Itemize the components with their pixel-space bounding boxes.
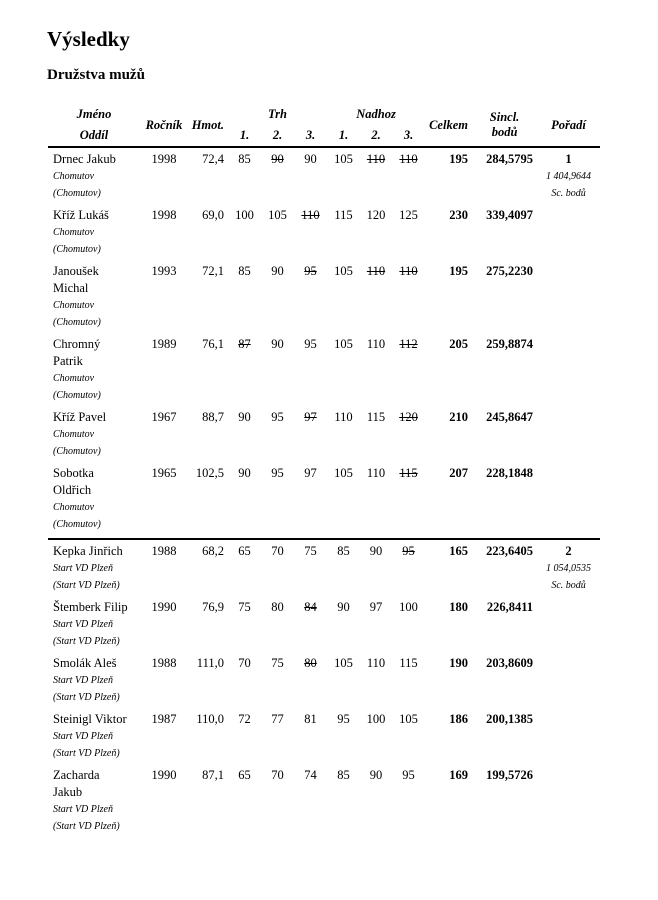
athlete-name: Smolák Aleš [53,656,117,670]
body-weight: 111,0 [196,656,224,670]
cj-attempt-1 [327,147,360,207]
total: 190 [449,656,469,670]
total: 210 [449,410,469,424]
team-points-label: Sc. bodů [551,188,586,199]
snatch-attempt-2 [261,539,294,599]
attempt-value: 105 [334,152,353,166]
cj-attempt-1 [327,409,360,465]
snatch-attempt-2 [261,767,294,840]
snatch-attempt-3 [294,207,327,263]
team-rank-cell [537,263,600,336]
snatch-attempt-1 [228,655,261,711]
athlete-club: Start VD Plzeň [53,675,113,686]
attempt-value: 85 [337,768,350,782]
page-title: Výsledky [47,27,130,51]
snatch-attempt-1 [228,465,261,539]
snatch-attempt-1 [228,711,261,767]
athlete-cell [48,336,140,409]
cj-attempt-2 [360,599,392,655]
cj-attempt-2 [360,409,392,465]
attempt-value: 95 [402,768,415,782]
attempt-value: 115 [366,410,386,424]
cj-attempt-2 [360,336,392,409]
failed-attempt: 95 [304,264,317,278]
athlete-club-parent: (Chomutov) [53,519,101,530]
sinclair-points: 339,4097 [486,208,534,222]
athlete-cell [48,207,140,263]
failed-attempt: 110 [366,264,386,278]
snatch-attempt-2 [261,147,294,207]
cj-attempt-1 [327,539,360,599]
team-rank-cell [537,655,600,711]
snatch-attempt-2 [261,263,294,336]
athlete-name: Zacharda [53,768,100,782]
attempt-value: 77 [271,712,284,726]
attempt-value: 105 [334,264,353,278]
failed-attempt: 110 [366,152,386,166]
total: 169 [449,768,469,782]
total: 186 [449,712,469,726]
athlete-name: Kepka Jinřich [53,544,123,558]
total: 205 [449,337,469,351]
attempt-value: 105 [334,656,353,670]
attempt-value: 95 [337,712,350,726]
attempt-value: 90 [369,544,383,558]
sinclair-points: 226,8411 [486,600,534,614]
cj-attempt-3 [392,263,425,336]
athlete-name-line2: Oldřich [53,483,92,497]
header-snatch-3: 3. [305,128,316,142]
table-header [48,104,600,147]
failed-attempt: 115 [399,466,418,480]
snatch-attempt-1 [228,263,261,336]
cj-attempt-3 [392,767,425,840]
cj-attempt-2 [360,767,392,840]
attempt-value: 125 [399,208,418,222]
header-snatch-1: 1. [239,128,250,142]
cj-attempt-1 [327,263,360,336]
sinclair-points: 284,5795 [472,147,537,207]
header-sinclair-line1: Sincl. [489,110,520,124]
birth-year: 1990 [151,768,177,782]
attempt-value: 90 [238,410,251,424]
athlete-club: Start VD Plzeň [53,804,113,815]
team-rank-cell [537,539,600,599]
cj-attempt-1 [327,655,360,711]
attempt-value: 70 [271,544,284,558]
header-cj-1: 1. [338,128,349,142]
total: 165 [425,539,472,599]
attempt-value: 85 [337,544,350,558]
header-total: Celkem [429,117,468,132]
cj-attempt-2 [360,655,392,711]
attempt-value: 105 [268,208,287,222]
attempt-value: 100 [399,600,418,614]
athlete-name: Sobotka [53,466,94,480]
cj-attempt-1 [327,207,360,263]
attempt-value: 110 [366,656,386,670]
attempt-value: 72 [238,712,251,726]
cj-attempt-3 [392,655,425,711]
failed-attempt: 80 [304,656,317,670]
athlete-name: Chromný [53,337,101,351]
athlete-club: Chomutov [53,373,95,384]
attempt-value: 100 [366,712,386,726]
team-rank-cell [537,336,600,409]
header-snatch-2: 2. [272,128,283,142]
athlete-club: Chomutov [53,429,95,440]
attempt-value: 75 [238,600,251,614]
table-row [48,539,600,599]
athlete-club: Chomutov [53,171,95,182]
athlete-club: Start VD Plzeň [53,619,113,630]
header-weight: Hmot. [191,117,224,132]
athlete-club: Chomutov [53,502,95,513]
failed-attempt: 87 [238,337,251,351]
cj-attempt-3 [392,465,425,539]
birth-year: 1967 [151,410,177,424]
birth-year: 1990 [151,600,177,614]
sinclair-points: 228,1848 [486,466,534,480]
cj-attempt-2 [360,263,392,336]
team-rank-cell [537,147,600,207]
attempt-value: 74 [304,768,317,782]
attempt-value: 105 [399,712,418,726]
snatch-attempt-1 [228,147,261,207]
cj-attempt-2 [360,465,392,539]
attempt-value: 85 [238,152,251,166]
athlete-club: Chomutov [53,300,95,311]
snatch-attempt-1 [228,539,261,599]
cj-attempt-1 [327,711,360,767]
snatch-attempt-1 [228,336,261,409]
table-row [48,147,600,207]
cj-attempt-3 [392,539,425,599]
failed-attempt: 95 [402,544,415,558]
attempt-value: 90 [369,768,383,782]
athlete-club: Chomutov [53,227,95,238]
team-rank-cell [537,207,600,263]
birth-year: 1993 [151,264,177,278]
team-rank-cell [537,767,600,840]
snatch-attempt-3 [294,539,327,599]
table-row [48,336,600,409]
sinclair-points: 200,1385 [486,712,534,726]
cj-attempt-3 [392,599,425,655]
body-weight: 76,1 [202,337,224,351]
snatch-attempt-3 [294,599,327,655]
cj-attempt-3 [392,147,425,207]
results-table [48,104,600,840]
sinclair-points: 203,8609 [486,656,534,670]
cj-attempt-2 [360,711,392,767]
birth-year: 1988 [151,656,177,670]
athlete-name-line2: Patrik [53,354,83,368]
athlete-club: Start VD Plzeň [53,731,113,742]
attempt-value: 65 [238,768,251,782]
athlete-name-line2: Jakub [53,785,83,799]
attempt-value: 105 [334,337,353,351]
snatch-attempt-2 [261,409,294,465]
attempt-value: 97 [304,466,317,480]
snatch-attempt-2 [261,336,294,409]
attempt-value: 115 [399,656,418,670]
athlete-cell [48,409,140,465]
attempt-value: 110 [334,410,353,424]
sinclair-points: 199,5726 [486,768,534,782]
attempt-value: 120 [366,208,386,222]
body-weight: 69,0 [202,208,224,222]
snatch-attempt-3 [294,263,327,336]
cj-attempt-1 [327,336,360,409]
header-cj-3: 3. [403,128,414,142]
snatch-attempt-1 [228,767,261,840]
birth-year: 1989 [151,337,177,351]
snatch-attempt-2 [261,711,294,767]
athlete-name-line2: Michal [53,281,89,295]
athlete-cell [48,711,140,767]
body-weight: 87,1 [202,768,224,782]
total: 195 [449,264,469,278]
birth-year: 1998 [140,147,188,207]
header-sinclair [472,104,537,147]
athlete-club-parent: (Start VD Plzeň) [53,748,120,759]
attempt-value: 90 [238,466,251,480]
body-weight: 72,4 [188,147,228,207]
attempt-value: 95 [271,410,284,424]
athlete-name: Kříž Pavel [53,410,107,424]
sinclair-points: 275,2230 [486,264,534,278]
body-weight: 72,1 [202,264,224,278]
athlete-club-parent: (Start VD Plzeň) [53,821,120,832]
attempt-value: 100 [235,208,254,222]
attempt-value: 97 [369,600,383,614]
cj-attempt-1 [327,599,360,655]
table-row [48,207,600,263]
athlete-club-parent: (Start VD Plzeň) [53,636,120,647]
birth-year: 1987 [151,712,177,726]
team-rank: 1 [565,152,572,166]
athlete-cell [48,655,140,711]
section-title: Družstva mužů [47,67,145,83]
snatch-attempt-1 [228,599,261,655]
header-cj-2: 2. [371,128,381,142]
body-weight: 110,0 [196,712,224,726]
snatch-attempt-3 [294,409,327,465]
snatch-attempt-2 [261,207,294,263]
cj-attempt-1 [327,767,360,840]
cj-attempt-3 [392,711,425,767]
athlete-cell [48,539,140,599]
cj-attempt-3 [392,336,425,409]
athlete-name: Kříž Lukáš [53,208,109,222]
table-row [48,655,600,711]
athlete-club-parent: (Start VD Plzeň) [53,580,120,591]
attempt-value: 95 [271,466,284,480]
snatch-attempt-2 [261,655,294,711]
snatch-attempt-2 [261,465,294,539]
attempt-value: 90 [271,264,284,278]
failed-attempt: 110 [399,264,418,278]
attempt-value: 90 [271,337,284,351]
attempt-value: 105 [334,466,353,480]
attempt-value: 90 [337,600,350,614]
attempt-value: 75 [304,544,317,558]
athlete-cell [48,147,140,207]
attempt-value: 80 [271,600,284,614]
body-weight: 76,9 [202,600,224,614]
header-rank: Pořadí [551,117,586,132]
snatch-attempt-1 [228,207,261,263]
failed-attempt: 110 [399,152,418,166]
athlete-club-parent: (Chomutov) [53,446,101,457]
attempt-value: 65 [238,544,251,558]
total: 230 [449,208,469,222]
header-club: Oddíl [79,128,109,142]
snatch-attempt-3 [294,767,327,840]
athlete-name: Štemberk Filip [53,600,128,614]
table-row [48,711,600,767]
attempt-value: 70 [238,656,251,670]
sinclair-points: 223,6405 [472,539,537,599]
athlete-cell [48,263,140,336]
birth-year: 1998 [151,208,177,222]
snatch-attempt-3 [294,147,327,207]
cj-attempt-3 [392,207,425,263]
athlete-club-parent: (Start VD Plzeň) [53,692,120,703]
failed-attempt: 97 [304,410,317,424]
failed-attempt: 90 [271,152,284,166]
cj-attempt-3 [392,409,425,465]
snatch-attempt-3 [294,465,327,539]
snatch-attempt-2 [261,599,294,655]
attempt-value: 81 [304,712,317,726]
athlete-cell [48,465,140,539]
body-weight: 68,2 [188,539,228,599]
athlete-club: Start VD Plzeň [53,563,113,574]
attempt-value: 70 [271,768,284,782]
team-points: 1 054,0535 [546,563,592,574]
attempt-value: 110 [366,466,386,480]
header-name: Jméno [76,107,112,121]
header-snatch: Trh [268,107,287,121]
athlete-club-parent: (Chomutov) [53,244,101,255]
team-rank-cell [537,465,600,539]
sinclair-points: 259,8874 [486,337,534,351]
birth-year: 1988 [140,539,188,599]
total: 207 [449,466,469,480]
athlete-cell [48,599,140,655]
attempt-value: 75 [271,656,284,670]
cj-attempt-2 [360,539,392,599]
team-rank-cell [537,711,600,767]
team-rank: 2 [565,544,572,558]
snatch-attempt-3 [294,655,327,711]
cj-attempt-2 [360,207,392,263]
failed-attempt: 84 [304,600,317,614]
athlete-club-parent: (Chomutov) [53,188,101,199]
athlete-name: Steinigl Viktor [53,712,127,726]
snatch-attempt-3 [294,711,327,767]
attempt-value: 90 [304,152,317,166]
table-row [48,263,600,336]
header-clean-jerk: Nadhoz [356,107,396,121]
body-weight: 102,5 [195,466,224,480]
team-rank-cell [537,409,600,465]
header-year: Ročník [145,117,183,132]
table-row [48,767,600,840]
team-rank-cell [537,599,600,655]
attempt-value: 85 [238,264,251,278]
athlete-name: Drnec Jakub [53,152,116,166]
table-body [48,147,600,840]
header-sinclair-line2: bodů [491,125,518,139]
attempt-value: 95 [304,337,317,351]
failed-attempt: 112 [399,337,418,351]
snatch-attempt-3 [294,336,327,409]
table-row [48,465,600,539]
athlete-cell [48,767,140,840]
snatch-attempt-1 [228,409,261,465]
attempt-value: 115 [334,208,353,222]
total: 180 [449,600,469,614]
athlete-name: Janoušek [53,264,99,278]
team-points: 1 404,9644 [546,171,592,182]
cj-attempt-1 [327,465,360,539]
table-row [48,409,600,465]
attempt-value: 110 [366,337,386,351]
failed-attempt: 120 [399,410,418,424]
total: 195 [425,147,472,207]
birth-year: 1965 [151,466,177,480]
athlete-club-parent: (Chomutov) [53,317,101,328]
sinclair-points: 245,8647 [486,410,534,424]
body-weight: 88,7 [202,410,224,424]
athlete-club-parent: (Chomutov) [53,390,101,401]
team-points-label: Sc. bodů [551,580,586,591]
table-row [48,599,600,655]
cj-attempt-2 [360,147,392,207]
failed-attempt: 110 [301,208,320,222]
